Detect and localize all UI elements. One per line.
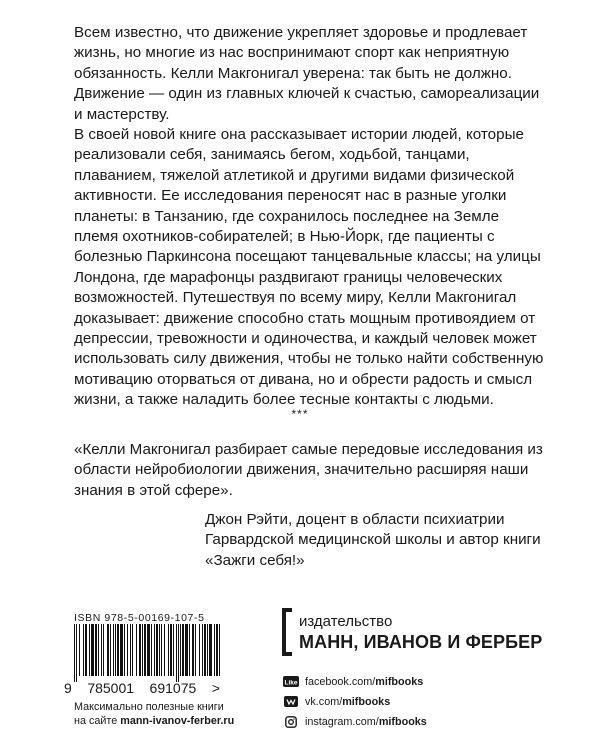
facebook-handle: mifbooks	[375, 675, 424, 688]
store-note-prefix: на сайте	[74, 715, 118, 727]
isbn-label: ISBN 978-5-00169-107-5	[74, 612, 205, 624]
review-quote: «Келли Макгонигал разбирает самые передовые исследования из области нейробиологии движения, значительно расширяя наши знания в этой сфере».	[74, 441, 543, 499]
instagram-icon	[283, 715, 299, 728]
facebook-like-icon	[283, 675, 299, 688]
vk-handle: mifbooks	[342, 695, 391, 708]
facebook-prefix: facebook.com/	[305, 675, 376, 688]
publisher-bracket-icon	[282, 608, 292, 656]
barcode-digit-end: >	[211, 680, 220, 696]
store-note-line2	[74, 714, 234, 728]
section-separator: ***	[291, 407, 309, 421]
vk-prefix: vk.com/	[305, 695, 343, 708]
barcode-digit-group-2: 691075	[149, 680, 197, 696]
vk-link[interactable]	[283, 695, 523, 708]
store-site-link[interactable]: mann-ivanov-ferber.ru	[120, 715, 235, 727]
vk-icon	[283, 695, 299, 708]
quote-attribution: Джон Рэйти, доцент в области психиатрии Гарвардской медицинской школы и автор книги «Зажги себя!»	[205, 511, 541, 569]
store-note	[74, 700, 234, 728]
barcode-digits	[64, 680, 220, 696]
publisher-name: МАНН, ИВАНОВ И ФЕРБЕР	[299, 632, 543, 652]
facebook-link[interactable]	[283, 675, 523, 688]
instagram-prefix: instagram.com/	[305, 715, 379, 728]
svg-text:Like: Like	[284, 679, 298, 687]
barcode-graphic	[74, 624, 220, 682]
store-note-line1: Максимально полезные книги	[74, 701, 224, 713]
instagram-link[interactable]	[283, 715, 523, 728]
description-paragraph: В своей новой книге она рассказывает истории людей, которые реализовали себя, занимаясь бегом, ходьбой, танцами, плаванием, тяжелой атлетикой и другими видами физической активности. Ее исследования переносят нас в разные уголки планеты: в Танзанию, где сохранилось последнее на Земле племя охотников-собирателей; в Нью-Йорк, где пациенты с болезнью Паркинсона посещают танцевальные классы; на улицы Лондона, где марафонцы раздвигают границы человеческих возможностей. Путешествуя по всему миру, Келли Макгонигал доказывает: движение способно стать мощным противоядием от депрессии, тревожности и одиночества, и каждый человек может использовать силу движения, чтобы не только найти собственную мотивацию оторваться от дивана, но и обрести радость и смысл жизни, а также наладить более тесные контакты с людьми.	[74, 126, 544, 409]
publisher-label: издательство	[299, 613, 393, 630]
intro-paragraph: Всем известно, что движение укрепляет здоровье и продлевает жизнь, но многие из нас воспринимают спорт как неприятную обязанность. Келли Макгонигал уверена: так быть не должно. Движение — один из главных ключей к счастью, самореализации и мастерству.	[74, 24, 540, 123]
barcode-digit-group-1: 785001	[87, 680, 135, 696]
barcode-digit-lead: 9	[64, 680, 72, 696]
instagram-handle: mifbooks	[378, 715, 427, 728]
